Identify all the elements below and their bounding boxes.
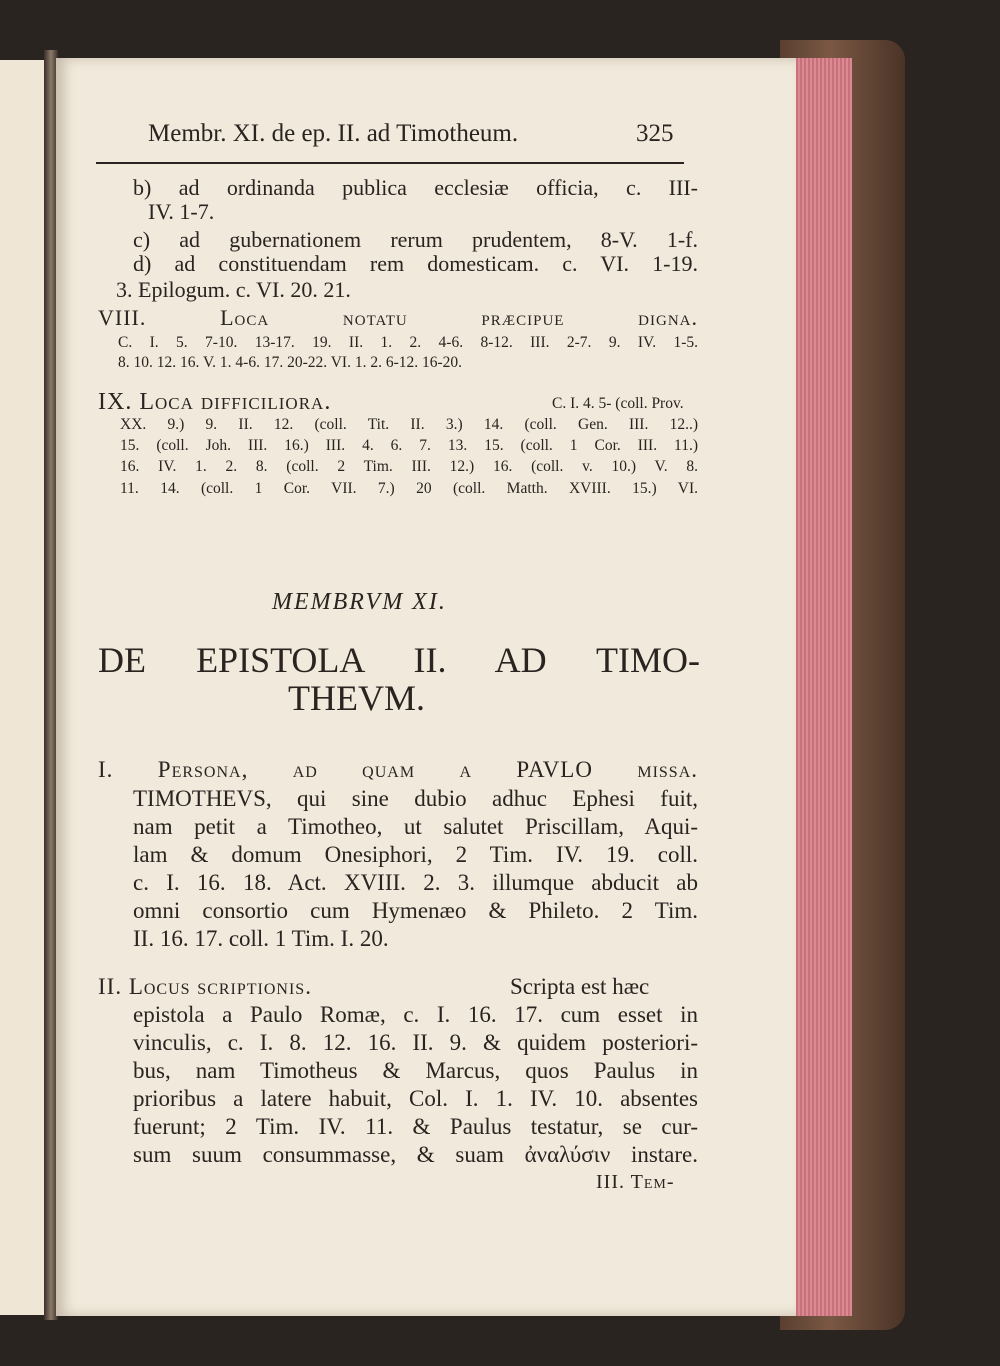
outline-line: IV. 1-7. bbox=[148, 199, 215, 224]
body-line: omni consortio cum Hymenæo & Phileto. 2 Tim. bbox=[133, 898, 698, 923]
membrum-heading: MEMBRVM XI. bbox=[272, 589, 447, 615]
chapter-title: DE EPISTOLA II. AD TIMO- bbox=[98, 640, 700, 680]
catchword: III. Tem- bbox=[596, 1171, 675, 1193]
reference-line: 8. 10. 12. 16. V. 1. 4-6. 17. 20-22. VI. 1. 2. 6-12. 16-20. bbox=[118, 354, 463, 371]
reference-line: 16. IV. 1. 2. 8. (coll. 2 Tim. III. 12.) 16. (coll. v. 10.) V. 8. bbox=[120, 458, 698, 475]
body-line: epistola a Paulo Romæ, c. I. 16. 17. cum esset in bbox=[133, 1002, 698, 1027]
outline-line: 3. Epilogum. c. VI. 20. 21. bbox=[116, 277, 351, 302]
outline-line: b) ad ordinanda publica ecclesiæ officia, c. III- bbox=[133, 175, 698, 200]
running-title: Membr. XI. de ep. II. ad Timotheum. bbox=[148, 120, 519, 147]
reference-line: XX. 9.) 9. II. 12. (coll. Tit. II. 3.) 14. (coll. Gen. III. 12..) bbox=[120, 416, 698, 433]
body-line: c. I. 16. 18. Act. XVIII. 2. 3. illumque abducit ab bbox=[133, 870, 698, 895]
body-line: lam & domum Onesiphori, 2 Tim. IV. 19. coll. bbox=[133, 842, 698, 867]
chapter-title: THEVM. bbox=[288, 678, 425, 718]
body-line: TIMOTHEVS, qui sine dubio adhuc Ephesi fuit, bbox=[133, 786, 698, 811]
page-number: 325 bbox=[636, 120, 674, 147]
body-line: Scripta est hæc bbox=[510, 974, 650, 999]
reference-line: 11. 14. (coll. 1 Cor. VII. 7.) 20 (coll. Matth. XVIII. 15.) VI. bbox=[120, 480, 698, 497]
section-heading: I. Persona, ad quam a PAVLO missa. bbox=[98, 757, 698, 782]
body-line: sum suum consummasse, & suam ἀναλύσιν instare. bbox=[133, 1142, 698, 1167]
body-line: nam petit a Timotheo, ut salutet Priscillam, Aqui- bbox=[133, 814, 698, 839]
reference-line: 15. (coll. Joh. III. 16.) III. 4. 6. 7. 13. 15. (coll. 1 Cor. III. 11.) bbox=[120, 437, 698, 454]
reference-line: C. I. 5. 7-10. 13-17. 19. II. 1. 2. 4-6. 8-12. III. 2-7. 9. IV. 1-5. bbox=[118, 334, 698, 351]
body-line: bus, nam Timotheus & Marcus, quos Paulus in bbox=[133, 1058, 698, 1083]
body-line: II. 16. 17. coll. 1 Tim. I. 20. bbox=[133, 926, 389, 951]
body-line: prioribus a latere habuit, Col. I. 1. IV. 10. absentes bbox=[133, 1086, 698, 1111]
body-line: vinculis, c. I. 8. 12. 16. II. 9. & quidem posteriori- bbox=[133, 1030, 698, 1055]
body-line: fuerunt; 2 Tim. IV. 11. & Paulus testatur, se cur- bbox=[133, 1114, 698, 1139]
header-rule bbox=[96, 162, 684, 164]
page-edges bbox=[792, 58, 852, 1316]
section-heading: IX. Loca difficiliora. bbox=[98, 389, 332, 415]
outline-line: c) ad gubernationem rerum prudentem, 8-V. 1-f. bbox=[133, 227, 698, 252]
left-page bbox=[0, 60, 46, 1315]
section-heading: VIII. Loca notatu præcipue digna. bbox=[98, 305, 698, 330]
reference-line: C. I. 4. 5- (coll. Prov. bbox=[552, 395, 684, 412]
outline-line: d) ad constituendam rem domesticam. c. VI. 1-19. bbox=[133, 251, 698, 276]
section-heading: II. Locus scriptionis. bbox=[98, 974, 312, 999]
